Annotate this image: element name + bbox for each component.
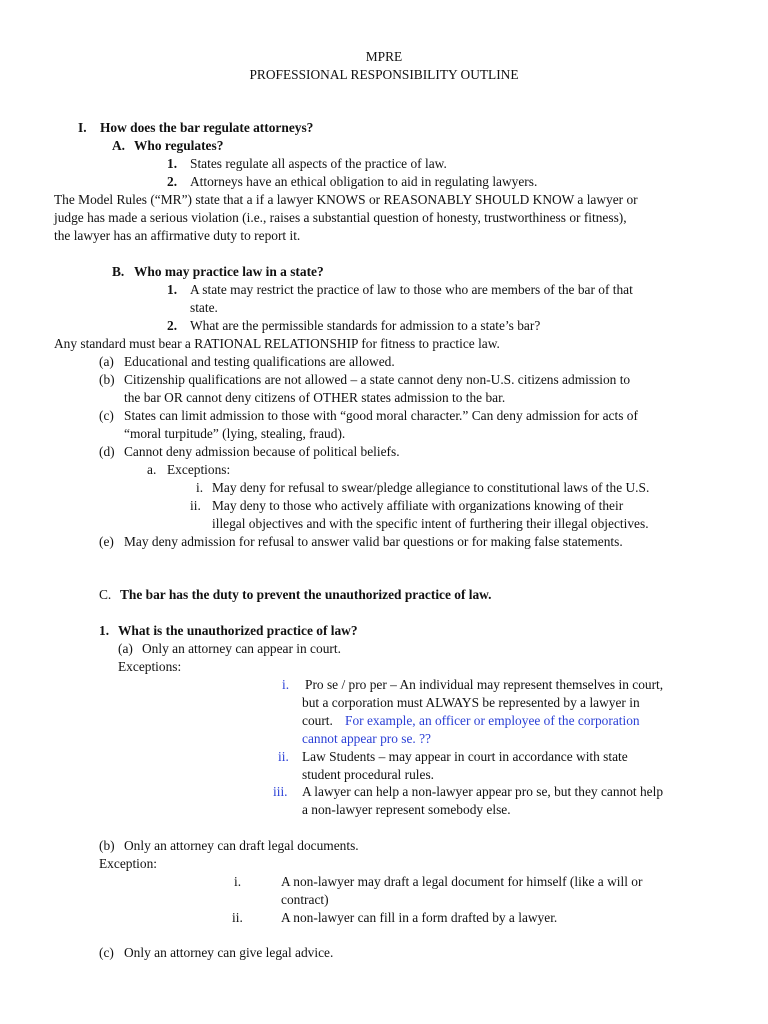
exceptions-label: Exception: bbox=[99, 856, 158, 871]
paragraph-line: the lawyer has an affirmative duty to report it. bbox=[54, 228, 301, 243]
exceptions-label: Exceptions: bbox=[118, 659, 182, 674]
list-item: A non-lawyer may draft a legal document for himself (like a will or bbox=[281, 874, 643, 889]
item-label: (b) bbox=[99, 838, 115, 853]
list-item: “moral turpitude” (lying, stealing, fraud). bbox=[124, 426, 346, 441]
list-item: A non-lawyer can fill in a form drafted by a lawyer. bbox=[281, 910, 558, 925]
list-item: Attorneys have an ethical obligation to aid in regulating lawyers. bbox=[190, 174, 538, 189]
exceptions-label: Exceptions: bbox=[167, 462, 231, 477]
list-item: May deny to those who actively affiliate with organizations knowing of their bbox=[212, 498, 624, 513]
paragraph-line: judge has made a serious violation (i.e., raises a substantial question of honesty, trustworthiness or fitness), bbox=[54, 210, 627, 225]
list-item: Cannot deny admission because of political beliefs. bbox=[124, 444, 400, 459]
list-item: court. bbox=[302, 713, 333, 728]
paragraph-line: The Model Rules (“MR”) state that a if a lawyer KNOWS or REASONABLY SHOULD KNOW a lawyer or bbox=[54, 192, 638, 207]
list-item: a non-lawyer represent somebody else. bbox=[302, 802, 511, 817]
item-label: ii. bbox=[232, 910, 243, 925]
list-item: States can limit admission to those with “good moral character.” Can deny admission for acts of bbox=[124, 408, 638, 423]
item-label: ii. bbox=[278, 749, 289, 764]
item-label: (a) bbox=[99, 354, 114, 369]
item-number: 1. bbox=[99, 623, 110, 638]
item-label: (c) bbox=[99, 408, 114, 423]
item-label: (e) bbox=[99, 534, 114, 549]
item-label: i. bbox=[234, 874, 242, 889]
item-number: 1. bbox=[167, 282, 178, 297]
comment-note: For example, an officer or employee of the corporation bbox=[345, 713, 640, 728]
list-item: illegal objectives and with the specific intent of furthering their illegal objectives. bbox=[212, 516, 649, 531]
list-item: Educational and testing qualifications are allowed. bbox=[124, 354, 395, 369]
list-item: Pro se / pro per – An individual may represent themselves in court, bbox=[305, 677, 664, 692]
list-item: Only an attorney can give legal advice. bbox=[124, 945, 334, 960]
list-item: A state may restrict the practice of law to those who are members of the bar of that bbox=[190, 282, 633, 297]
list-item: but a corporation must ALWAYS be represented by a lawyer in bbox=[302, 695, 640, 710]
list-item: state. bbox=[190, 300, 218, 315]
subsection-a-letter: A. bbox=[112, 138, 126, 153]
list-item: May deny admission for refusal to answer valid bar questions or for making false statements. bbox=[124, 534, 623, 549]
list-item: contract) bbox=[281, 892, 329, 907]
list-item: May deny for refusal to swear/pledge allegiance to constitutional laws of the U.S. bbox=[212, 480, 650, 495]
section-i-heading: How does the bar regulate attorneys? bbox=[100, 120, 314, 135]
item-label: i. bbox=[196, 480, 204, 495]
item-label: (c) bbox=[99, 945, 114, 960]
standard-line: Any standard must bear a RATIONAL RELATIONSHIP for fitness to practice law. bbox=[54, 336, 500, 351]
list-item: the bar OR cannot deny citizens of OTHER states admission to the bar. bbox=[124, 390, 506, 405]
list-item: A lawyer can help a non-lawyer appear pro se, but they cannot help bbox=[302, 784, 664, 799]
list-item: Law Students – may appear in court in accordance with state bbox=[302, 749, 628, 764]
item-label: (a) bbox=[118, 641, 133, 656]
subsection-c-heading: The bar has the duty to prevent the unauthorized practice of law. bbox=[120, 587, 492, 602]
subsection-c-letter: C. bbox=[99, 587, 112, 602]
item-label: ii. bbox=[190, 498, 201, 513]
item-number: 1. bbox=[167, 156, 178, 171]
comment-note: cannot appear pro se. ?? bbox=[302, 731, 432, 746]
item-label: iii. bbox=[273, 784, 288, 799]
list-item: Citizenship qualifications are not allowed – a state cannot deny non-U.S. citizens admission to bbox=[124, 372, 631, 387]
item-number: 2. bbox=[167, 174, 178, 189]
subsection-b-letter: B. bbox=[112, 264, 125, 279]
item-label: a. bbox=[147, 462, 157, 477]
question-heading: What is the unauthorized practice of law? bbox=[118, 623, 358, 638]
section-i-number: I. bbox=[78, 120, 87, 135]
item-number: 2. bbox=[167, 318, 178, 333]
doc-subtitle: PROFESSIONAL RESPONSIBILITY OUTLINE bbox=[249, 67, 519, 82]
subsection-a-heading: Who regulates? bbox=[134, 138, 224, 153]
item-label: (b) bbox=[99, 372, 115, 387]
list-item: Only an attorney can draft legal documents. bbox=[124, 838, 359, 853]
list-item: What are the permissible standards for admission to a state’s bar? bbox=[190, 318, 541, 333]
list-item: student procedural rules. bbox=[302, 767, 435, 782]
list-item: States regulate all aspects of the practice of law. bbox=[190, 156, 447, 171]
item-label: i. bbox=[282, 677, 290, 692]
subsection-b-heading: Who may practice law in a state? bbox=[134, 264, 324, 279]
list-item: Only an attorney can appear in court. bbox=[142, 641, 341, 656]
doc-title: MPRE bbox=[365, 49, 403, 64]
item-label: (d) bbox=[99, 444, 115, 459]
